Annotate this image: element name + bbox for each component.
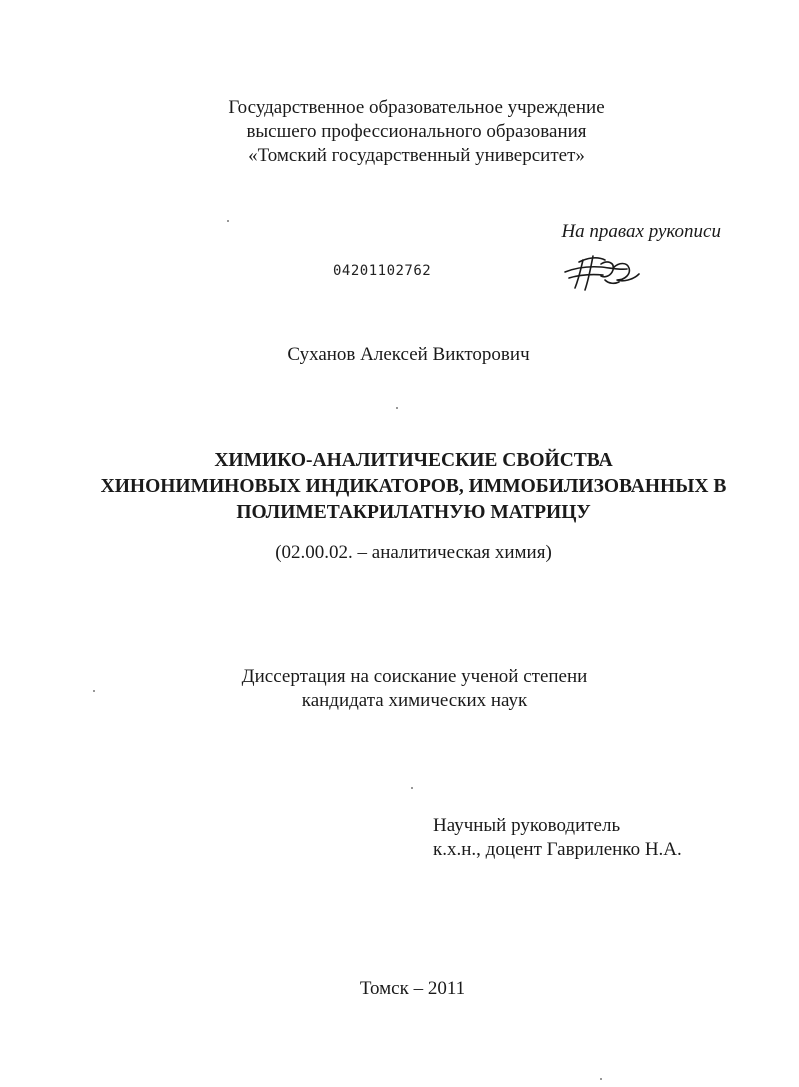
supervisor-line-2: к.х.н., доцент Гавриленко Н.А. xyxy=(433,839,682,860)
document-code: 04201102762 xyxy=(333,263,432,279)
scan-speck xyxy=(396,407,398,409)
title-line-1: ХИМИКО-АНАЛИТИЧЕСКИЕ СВОЙСТВА xyxy=(214,450,613,471)
supervisor-block xyxy=(433,814,682,862)
degree-line-1: Диссертация на соискание ученой степени xyxy=(241,666,588,687)
scan-speck xyxy=(227,220,229,222)
title-line-3: ПОЛИМЕТАКРИЛАТНУЮ МАТРИЦУ xyxy=(236,502,591,523)
institution-line-2: высшего профессионального образования xyxy=(246,121,587,142)
city-year: Томск – 2011 xyxy=(359,978,466,999)
scan-speck xyxy=(93,690,95,692)
supervisor-line-1: Научный руководитель xyxy=(433,815,621,836)
specialty-code: (02.00.02. – аналитическая химия) xyxy=(275,542,552,563)
institution-line-1: Государственное образовательное учреждение xyxy=(228,97,605,118)
title-line-2: ХИНОНИМИНОВЫХ ИНДИКАТОРОВ, ИММОБИЛИЗОВАННЫХ В xyxy=(100,476,727,497)
degree-block xyxy=(0,665,799,713)
dissertation-title xyxy=(0,448,799,526)
scan-speck xyxy=(600,1078,602,1080)
degree-line-2: кандидата химических наук xyxy=(301,690,528,711)
handwritten-signature-icon xyxy=(561,250,643,292)
rights-note: На правах рукописи xyxy=(561,221,721,242)
institution-block xyxy=(0,96,799,168)
institution-line-3: «Томский государственный университет» xyxy=(248,145,585,166)
scan-speck xyxy=(411,787,413,789)
author-name: Суханов Алексей Викторович xyxy=(287,344,530,365)
